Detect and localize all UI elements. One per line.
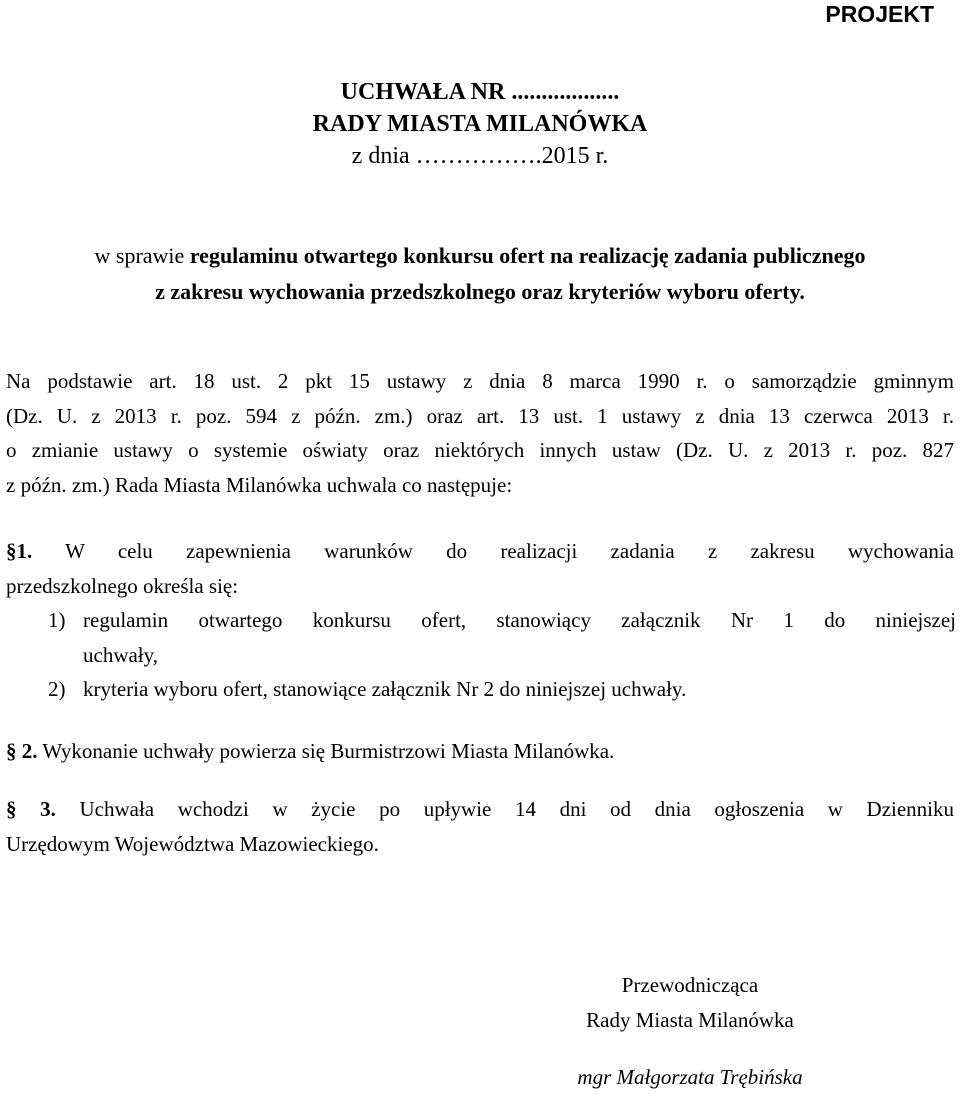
resolution-number: UCHWAŁA NR .................. [340,79,620,105]
section-1-line: przedszkolnego określa się: [6,573,239,598]
section-3-line: Urzędowym Województwa Mazowieckiego. [6,831,379,856]
list-item-text [83,672,956,707]
list-item-number: 2) [48,677,66,701]
legal-basis-line: z późn. zm.) Rada Miasta Milanówka uchwala co następuje: [6,472,513,497]
resolution-title [0,76,960,172]
list-item-line: uchwały, [83,642,159,667]
legal-basis-line: o zmianie ustawy o systemie oświaty oraz niektórych innych ustaw (Dz. U. z 2013 r. poz. 827 [6,438,954,462]
section-2 [6,734,954,769]
section-3-text: Uchwała wchodzi w życie po upływie 14 dni od dnia ogłoszenia w Dzienniku [79,797,955,821]
section-mark: §1. [6,539,33,563]
legal-basis [6,364,954,502]
legal-basis-line: Na podstawie art. 18 ust. 2 pkt 15 ustawy z dnia 8 marca 1990 r. o samorządzie gminnym [6,369,954,393]
subject-prefix: w sprawie [94,243,190,268]
section-mark: § 2. [6,739,38,763]
section-2-text: Wykonanie uchwały powierza się Burmistrzowi Miasta Milanówka. [42,739,615,763]
resolution-subject [0,238,960,310]
signature-block [560,968,820,1037]
list-item-line: kryteria wyboru ofert, stanowiące załącznik Nr 2 do niniejszej uchwały. [83,677,687,701]
list-item-number: 1) [48,608,66,632]
section-mark: § 3. [6,797,56,821]
signature-body: Rady Miasta Milanówka [586,1007,794,1032]
subject-line-2: z zakresu wychowania przedszkolnego oraz kryteriów wyboru oferty. [155,279,805,304]
council-name: RADY MIASTA MILANÓWKA [312,111,648,137]
signature-role: Przewodnicząca [621,973,759,997]
section-1-text: W celu zapewnienia warunków do realizacji zadania z zakresu wychowania [65,539,954,563]
section-1 [6,534,954,603]
list-item-line: regulamin otwartego konkursu ofert, stanowiący załącznik Nr 1 do niniejszej [83,608,956,632]
legal-basis-line: (Dz. U. z 2013 r. poz. 594 z późn. zm.) oraz art. 13 ust. 1 ustawy z dnia 13 czerwca 2013 r. [6,403,954,428]
subject-line-1: regulaminu otwartego konkursu ofert na realizację zadania publicznego [189,243,866,268]
list-item-text [83,603,956,672]
resolution-date: z dnia …………….2015 r. [351,143,609,169]
section-3 [6,792,954,861]
signature-name: mgr Małgorzata Trębińska [577,1065,803,1089]
section-1-line [6,534,954,569]
draft-label: PROJEKT [825,1,934,27]
